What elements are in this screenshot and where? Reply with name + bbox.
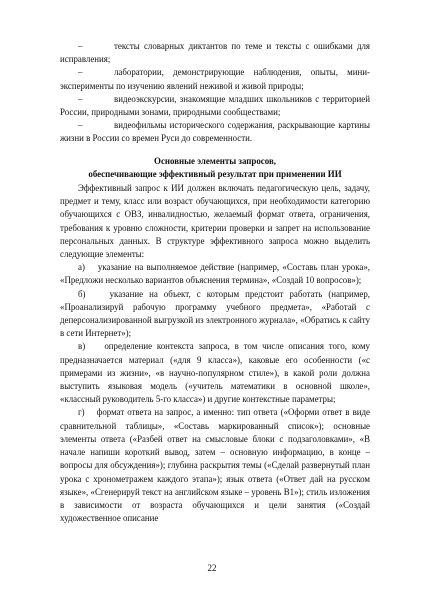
list-item-text: тексты словарных диктантов по теме и тексты с ошибками для исправления; <box>60 41 370 65</box>
element-a-paragraph: а) указание на выполняемое действие (например, «Составь план урока», «Предложи несколько вариантов объяснения термина», «Создай 10 вопросов»); <box>60 262 370 286</box>
list-item <box>60 93 370 119</box>
list-dash: – <box>78 93 83 104</box>
intro-paragraph: Эффективный запрос к ИИ должен включать педагогическую цель, задачу, предмет и тему, класс или возраст обучающихся, при необходимости категорию обучающихся с ОВЗ, инвалидностью, желаемый формат ответа, ограничения, требования к уровню сложности, критерии проверки и запрет на использование персональных данных. В структуре эффективного запроса можно выделить следующие элементы: <box>60 183 370 260</box>
element-b-paragraph: б) указание на объект, с которым предстоит работать (например, «Проанализируй рабочую программу учебного предмета», «Работай с деперсонализированной выгрузкой из электронного журнала», «Обратись к сайту в сети Интернет»); <box>60 288 370 339</box>
list-dash: – <box>78 120 83 131</box>
list-item <box>60 40 370 66</box>
section-heading <box>60 155 370 181</box>
list-dash: – <box>78 67 83 78</box>
list-item <box>60 66 370 92</box>
element-c-paragraph: в) определение контекста запроса, в том числе описания того, кому предназначается материал («для 9 класса»), каковые его особенности («с примерами из жизни», «в научно-популярном стиле»), в какой роли должна выступить языковая модель («учитель математики в основной школе», «классный руководитель 5-го класса») и другие контекстные параметры; <box>60 341 370 405</box>
list-item-text: лаборатории, демонстрирующие наблюдения, опыты, мини-эксперименты по изучению явлений неживой и живой природы; <box>60 67 370 91</box>
page-content <box>60 40 370 525</box>
list-dash: – <box>78 41 83 51</box>
list-item <box>60 119 370 145</box>
list-item-text: видеоэкскурсии, знакомящие младших школьников с территорией России, природными зонами, природными сообществами; <box>60 93 370 118</box>
list-item-text: видеофильмы исторического содержания, раскрывающие картины жизни в России со времен Руси до современности. <box>60 120 370 144</box>
section-heading-line2: обеспечивающие эффективный результат при применении ИИ <box>88 168 342 179</box>
section-heading-line1: Основные элементы запросов, <box>154 155 276 166</box>
element-d-paragraph: г) формат ответа на запрос, а именно: тип ответа («Оформи ответ в виде сравнительной таблицы», «Составь маркированный список»); основные элементы ответа («Разбей ответ на смысловые блоки с подзаголовками», «В начале напиши короткий вывод, затем – основную информацию, в конце – вопросы для обсуждения»); глубина раскрытия темы («Сделай развернутый план урока с хронометражем каждого этапа»); язык ответа («Ответ дай на русском языке», «Сгенерируй текст на английском языке – уровень B1»); стиль изложения в зависимости от возраста обучающихся и цели занятия («Создай художественное описание <box>60 407 370 524</box>
page-number: 22 <box>207 563 217 573</box>
